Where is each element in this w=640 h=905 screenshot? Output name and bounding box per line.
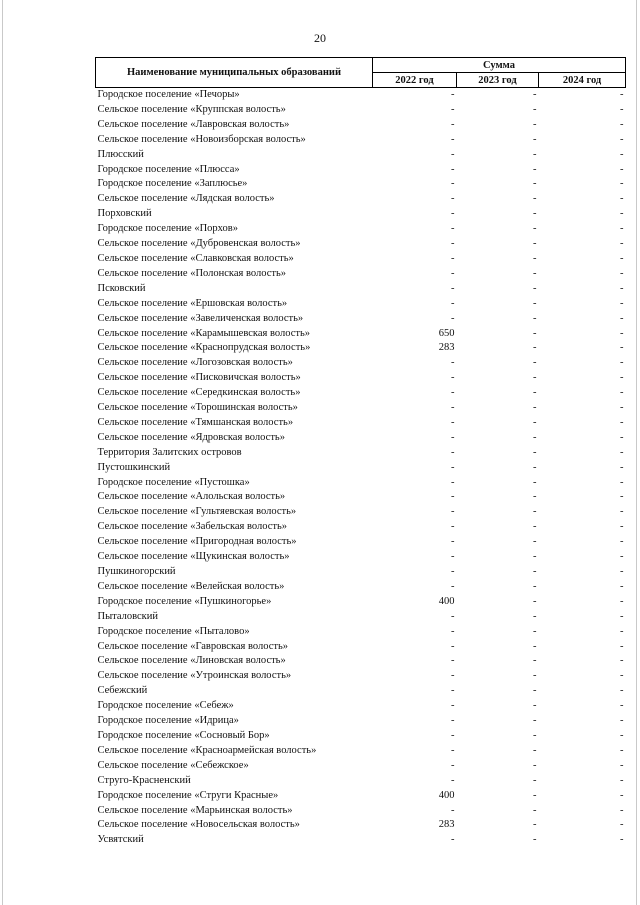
table-row	[96, 520, 626, 535]
value-2022-cell: -	[451, 744, 455, 756]
value-2024-cell: -	[620, 551, 624, 563]
table-row	[96, 297, 626, 312]
table-row	[96, 580, 626, 595]
value-2023-cell: -	[533, 834, 537, 846]
table-row	[96, 118, 626, 133]
value-2022-cell: -	[451, 133, 455, 145]
value-2024-cell: -	[620, 357, 624, 369]
value-2023-cell: -	[533, 580, 537, 592]
value-2022-cell: -	[451, 357, 455, 369]
table-row	[96, 818, 626, 833]
value-2022-cell: -	[451, 580, 455, 592]
value-2024-cell: -	[620, 819, 624, 831]
value-2023-cell: -	[533, 342, 537, 354]
value-2022-cell: -	[451, 610, 455, 622]
header-sum: Сумма	[373, 58, 626, 73]
name-cell: Сельское поселение «Красноармейская волость»	[97, 744, 317, 756]
value-2024-cell: -	[620, 610, 624, 622]
value-2023-cell: -	[533, 655, 537, 667]
value-2024-cell: -	[620, 715, 624, 727]
table-row	[96, 699, 626, 714]
value-2024-cell: -	[620, 223, 624, 235]
value-2024-cell: -	[620, 670, 624, 682]
table-row	[96, 595, 626, 610]
header-year-2023: 2023 год	[457, 73, 539, 88]
value-2023-cell: -	[533, 312, 537, 324]
table-row	[96, 669, 626, 684]
name-cell: Пушкиногорский	[97, 566, 176, 577]
value-2023-cell: -	[533, 789, 537, 801]
value-2024-cell: -	[620, 580, 624, 592]
value-2024-cell: -	[620, 297, 624, 309]
name-cell: Пыталовский	[97, 610, 158, 622]
table-row	[96, 163, 626, 178]
value-2023-cell: -	[533, 551, 537, 563]
value-2024-cell: -	[620, 640, 624, 652]
left-scan-edge	[2, 0, 3, 905]
name-cell: Сельское поселение «Писковичская волость»	[97, 372, 301, 384]
table-row	[96, 327, 626, 342]
value-2024-cell: -	[620, 89, 624, 100]
table-row	[96, 267, 626, 282]
municipal-sums-table	[95, 57, 626, 848]
value-2022-cell: -	[451, 193, 455, 205]
value-2023-cell: -	[533, 774, 537, 786]
table-row	[96, 625, 626, 640]
name-cell: Сельское поселение «Алольская волость»	[97, 491, 286, 503]
table-row	[96, 461, 626, 476]
value-2022-cell: -	[451, 238, 455, 250]
name-cell: Сельское поселение «Щукинская волость»	[97, 551, 290, 563]
value-2023-cell: -	[533, 536, 537, 548]
table-row	[96, 476, 626, 491]
name-cell: Сельское поселение «Славковская волость»	[97, 252, 294, 264]
value-2022-cell: -	[451, 89, 455, 100]
value-2022-cell: -	[451, 402, 455, 414]
value-2022-cell: -	[451, 774, 455, 786]
value-2024-cell: -	[620, 387, 624, 399]
value-2024-cell: -	[620, 566, 624, 577]
table-row	[96, 744, 626, 759]
name-cell: Усвятский	[97, 834, 144, 846]
table-row	[96, 684, 626, 699]
value-2023-cell: -	[533, 118, 537, 130]
value-2024-cell: -	[620, 208, 624, 220]
value-2022-cell: -	[451, 685, 455, 697]
value-2024-cell: -	[620, 312, 624, 324]
value-2022-cell: -	[451, 759, 455, 771]
name-cell: Городское поселение «Струги Красные»	[97, 789, 279, 801]
value-2022-cell: -	[451, 431, 455, 443]
value-2022-cell: -	[451, 163, 455, 175]
value-2024-cell: -	[620, 759, 624, 771]
value-2024-cell: -	[620, 700, 624, 712]
name-cell: Сельское поселение «Торошинская волость»	[97, 402, 298, 414]
value-2023-cell: -	[533, 595, 537, 607]
value-2024-cell: -	[620, 789, 624, 801]
name-cell: Порховский	[97, 208, 152, 220]
value-2022-cell: -	[451, 387, 455, 399]
name-cell: Сельское поселение «Марьинская волость»	[97, 804, 293, 816]
value-2024-cell: -	[620, 595, 624, 607]
value-2022-cell: -	[451, 297, 455, 309]
table-row	[96, 446, 626, 461]
value-2024-cell: -	[620, 625, 624, 637]
table-row	[96, 237, 626, 252]
name-cell: Городское поселение «Пустошка»	[97, 476, 250, 488]
value-2023-cell: -	[533, 491, 537, 503]
value-2022-cell: -	[451, 416, 455, 428]
table-row	[96, 192, 626, 207]
name-cell: Городское поселение «Плюсса»	[97, 163, 240, 175]
value-2022-cell: -	[451, 252, 455, 264]
value-2024-cell: -	[620, 521, 624, 533]
name-cell: Себежский	[97, 685, 148, 697]
value-2022-cell: -	[451, 148, 455, 160]
value-2024-cell: -	[620, 267, 624, 279]
value-2022-cell: -	[451, 178, 455, 190]
header-year-2024: 2024 год	[539, 73, 626, 88]
value-2023-cell: -	[533, 387, 537, 399]
value-2024-cell: -	[620, 238, 624, 250]
value-2023-cell: -	[533, 744, 537, 756]
value-2023-cell: -	[533, 446, 537, 458]
value-2024-cell: -	[620, 133, 624, 145]
name-cell: Сельское поселение «Лавровская волость»	[97, 118, 290, 130]
value-2024-cell: -	[620, 103, 624, 115]
value-2022-cell: -	[451, 282, 455, 294]
table-row	[96, 774, 626, 789]
name-cell: Сельское поселение «Пригородная волость»	[97, 536, 297, 548]
value-2023-cell: -	[533, 163, 537, 175]
value-2022-cell: 283	[438, 819, 455, 831]
value-2023-cell: -	[533, 461, 537, 473]
table-row	[96, 371, 626, 386]
value-2024-cell: -	[620, 282, 624, 294]
value-2022-cell: -	[451, 372, 455, 384]
table-row	[96, 610, 626, 625]
table-row	[96, 386, 626, 401]
value-2023-cell: -	[533, 715, 537, 727]
name-cell: Городское поселение «Печоры»	[97, 89, 240, 100]
table-row	[96, 431, 626, 446]
value-2024-cell: -	[620, 402, 624, 414]
name-cell: Городское поселение «Порхов»	[97, 223, 238, 235]
name-cell: Сельское поселение «Забельская волость»	[97, 521, 288, 533]
table-row	[96, 565, 626, 580]
page-number: 20	[314, 31, 326, 45]
table-row	[96, 207, 626, 222]
name-cell: Сельское поселение «Тямшанская волость»	[97, 416, 294, 428]
table-row	[96, 356, 626, 371]
value-2022-cell: -	[451, 551, 455, 563]
name-cell: Сельское поселение «Гавровская волость»	[97, 640, 289, 652]
name-cell: Городское поселение «Пыталово»	[97, 625, 250, 637]
value-2023-cell: -	[533, 521, 537, 533]
value-2023-cell: -	[533, 819, 537, 831]
value-2024-cell: -	[620, 416, 624, 428]
value-2024-cell: -	[620, 342, 624, 354]
value-2023-cell: -	[533, 327, 537, 339]
value-2022-cell: -	[451, 640, 455, 652]
value-2024-cell: -	[620, 804, 624, 816]
value-2022-cell: -	[451, 729, 455, 741]
value-2023-cell: -	[533, 148, 537, 160]
name-cell: Сельское поселение «Утроинская волость»	[97, 670, 292, 682]
table-row	[96, 640, 626, 655]
value-2024-cell: -	[620, 476, 624, 488]
value-2022-cell: -	[451, 655, 455, 667]
table-row	[96, 833, 626, 848]
value-2024-cell: -	[620, 834, 624, 846]
table-row	[96, 103, 626, 118]
value-2024-cell: -	[620, 491, 624, 503]
value-2022-cell: -	[451, 506, 455, 518]
value-2024-cell: -	[620, 372, 624, 384]
name-cell: Городское поселение «Заплюсье»	[97, 178, 248, 190]
value-2023-cell: -	[533, 804, 537, 816]
name-cell: Городское поселение «Пушкиногорье»	[97, 595, 272, 607]
value-2023-cell: -	[533, 208, 537, 220]
value-2024-cell: -	[620, 744, 624, 756]
value-2022-cell: 400	[438, 595, 455, 607]
value-2023-cell: -	[533, 193, 537, 205]
name-cell: Плюсский	[97, 148, 144, 160]
name-cell: Сельское поселение «Карамышевская волость»	[97, 327, 310, 339]
name-cell: Территория Залитских островов	[97, 446, 242, 458]
name-cell: Сельское поселение «Ядровская волость»	[97, 431, 285, 443]
table-row	[96, 759, 626, 774]
table-body	[96, 88, 626, 849]
table-row	[96, 729, 626, 744]
table-row	[96, 148, 626, 163]
name-cell: Городское поселение «Себеж»	[97, 700, 234, 712]
value-2023-cell: -	[533, 402, 537, 414]
name-cell: Сельское поселение «Себежское»	[97, 759, 249, 771]
value-2023-cell: -	[533, 372, 537, 384]
value-2024-cell: -	[620, 506, 624, 518]
table-row	[96, 88, 626, 103]
value-2022-cell: -	[451, 834, 455, 846]
value-2024-cell: -	[620, 148, 624, 160]
value-2022-cell: -	[451, 625, 455, 637]
value-2023-cell: -	[533, 103, 537, 115]
value-2023-cell: -	[533, 223, 537, 235]
table-row	[96, 252, 626, 267]
value-2023-cell: -	[533, 133, 537, 145]
value-2023-cell: -	[533, 566, 537, 577]
name-cell: Сельское поселение «Линовская волость»	[97, 655, 286, 667]
table-row	[96, 282, 626, 297]
name-cell: Сельское поселение «Ершовская волость»	[97, 297, 288, 309]
table-row	[96, 654, 626, 669]
value-2024-cell: -	[620, 163, 624, 175]
value-2024-cell: -	[620, 252, 624, 264]
value-2023-cell: -	[533, 89, 537, 100]
table-row	[96, 550, 626, 565]
value-2023-cell: -	[533, 506, 537, 518]
name-cell: Сельское поселение «Завеличенская волость»	[97, 312, 304, 324]
value-2022-cell: -	[451, 715, 455, 727]
value-2022-cell: -	[451, 103, 455, 115]
value-2022-cell: -	[451, 521, 455, 533]
value-2022-cell: -	[451, 312, 455, 324]
value-2024-cell: -	[620, 461, 624, 473]
table-row	[96, 133, 626, 148]
table-row	[96, 789, 626, 804]
value-2023-cell: -	[533, 729, 537, 741]
value-2022-cell: 283	[438, 342, 455, 354]
name-cell: Сельское поселение «Середкинская волость»	[97, 387, 301, 399]
table-row	[96, 177, 626, 192]
name-cell: Сельское поселение «Новосельская волость»	[97, 819, 300, 831]
value-2024-cell: -	[620, 685, 624, 697]
name-cell: Сельское поселение «Краснопрудская волость»	[97, 342, 311, 354]
value-2023-cell: -	[533, 610, 537, 622]
name-cell: Сельское поселение «Велейская волость»	[97, 580, 285, 592]
table-row	[96, 312, 626, 327]
value-2023-cell: -	[533, 431, 537, 443]
name-cell: Сельское поселение «Новоизборская волость»	[97, 133, 306, 145]
value-2022-cell: -	[451, 118, 455, 130]
value-2022-cell: -	[451, 566, 455, 577]
value-2023-cell: -	[533, 759, 537, 771]
value-2023-cell: -	[533, 252, 537, 264]
value-2022-cell: -	[451, 700, 455, 712]
value-2024-cell: -	[620, 193, 624, 205]
value-2023-cell: -	[533, 282, 537, 294]
name-cell: Городское поселение «Сосновый Бор»	[97, 729, 270, 741]
value-2022-cell: -	[451, 223, 455, 235]
value-2022-cell: -	[451, 670, 455, 682]
value-2022-cell: -	[451, 267, 455, 279]
value-2023-cell: -	[533, 685, 537, 697]
value-2023-cell: -	[533, 267, 537, 279]
value-2023-cell: -	[533, 640, 537, 652]
value-2024-cell: -	[620, 431, 624, 443]
name-cell: Струго-Красненский	[97, 774, 191, 786]
value-2022-cell: -	[451, 536, 455, 548]
table-row	[96, 222, 626, 237]
value-2023-cell: -	[533, 357, 537, 369]
table-row	[96, 714, 626, 729]
name-cell: Сельское поселение «Круппская волость»	[97, 103, 286, 115]
value-2023-cell: -	[533, 416, 537, 428]
table-row	[96, 341, 626, 356]
value-2022-cell: 650	[438, 327, 455, 339]
value-2023-cell: -	[533, 178, 537, 190]
value-2022-cell: -	[451, 476, 455, 488]
value-2023-cell: -	[533, 238, 537, 250]
value-2024-cell: -	[620, 446, 624, 458]
header-year-2022: 2022 год	[373, 73, 457, 88]
value-2022-cell: -	[451, 208, 455, 220]
name-cell: Псковский	[97, 282, 146, 294]
value-2023-cell: -	[533, 670, 537, 682]
value-2022-cell: 400	[438, 789, 455, 801]
name-cell: Сельское поселение «Дубровенская волость»	[97, 238, 301, 250]
value-2022-cell: -	[451, 804, 455, 816]
value-2024-cell: -	[620, 729, 624, 741]
value-2022-cell: -	[451, 461, 455, 473]
name-cell: Сельское поселение «Лядская волость»	[97, 193, 275, 205]
value-2023-cell: -	[533, 625, 537, 637]
value-2024-cell: -	[620, 178, 624, 190]
value-2024-cell: -	[620, 655, 624, 667]
value-2022-cell: -	[451, 491, 455, 503]
name-cell: Сельское поселение «Логозовская волость»	[97, 357, 293, 369]
name-cell: Сельское поселение «Полонская волость»	[97, 267, 287, 279]
name-cell: Пустошкинский	[97, 461, 171, 473]
value-2024-cell: -	[620, 536, 624, 548]
table-row	[96, 401, 626, 416]
value-2024-cell: -	[620, 327, 624, 339]
table-row	[96, 804, 626, 819]
value-2023-cell: -	[533, 476, 537, 488]
header-name-column: Наименование муниципальных образований	[96, 58, 373, 88]
table-row	[96, 416, 626, 431]
value-2023-cell: -	[533, 297, 537, 309]
value-2024-cell: -	[620, 774, 624, 786]
value-2023-cell: -	[533, 700, 537, 712]
table-row	[96, 535, 626, 550]
table-row	[96, 490, 626, 505]
value-2022-cell: -	[451, 446, 455, 458]
right-scan-edge	[636, 0, 637, 905]
value-2024-cell: -	[620, 118, 624, 130]
name-cell: Городское поселение «Идрица»	[97, 715, 239, 727]
name-cell: Сельское поселение «Гультяевская волость»	[97, 506, 297, 518]
table-row	[96, 505, 626, 520]
